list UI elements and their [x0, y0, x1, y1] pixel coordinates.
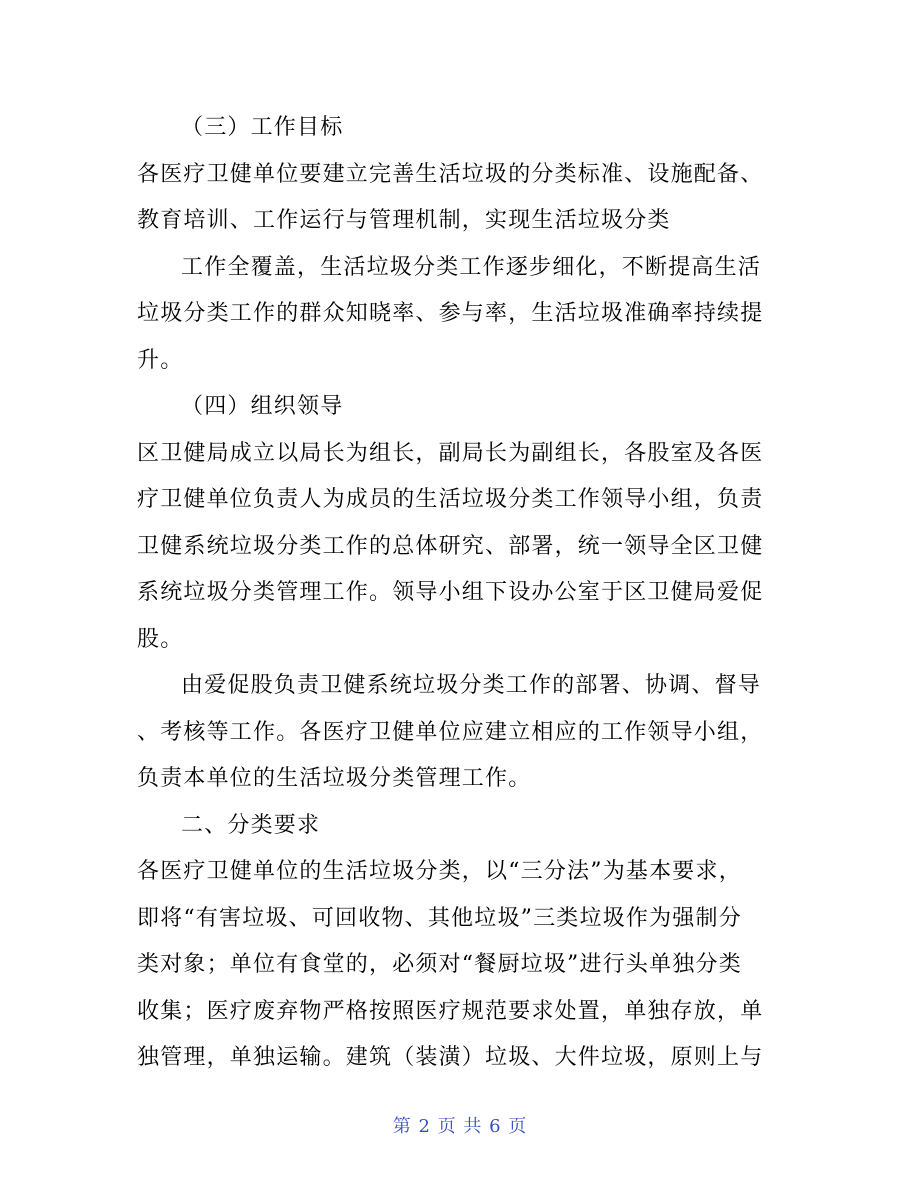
text-line: （四）组织领导	[181, 394, 344, 419]
text-line: 类对象；单位有食堂的，必须对“餐厨垃圾”进行头单独分类	[137, 952, 742, 977]
document-body	[137, 105, 787, 1082]
text-line: 、考核等工作。各医疗卫健单位应建立相应的工作领导小组，	[137, 719, 764, 745]
text-line: 卫健系统垃圾分类工作的总体研究、部署，统一领导全区卫健	[137, 533, 764, 559]
text-line: 独管理，单独运输。建筑（装潢）垃圾、大件垃圾，原则上与	[137, 1045, 764, 1070]
text-line: 各医疗卫健单位的生活垃圾分类，以“三分法”为基本要求，	[137, 859, 742, 884]
text-line: 教育培训、工作运行与管理机制，实现生活垃圾分类	[137, 208, 671, 233]
text-line: 由爱促股负责卫健系统垃圾分类工作的部署、协调、督导	[181, 673, 762, 698]
page-footer: 第 2 页 共 6 页	[392, 1116, 528, 1137]
text-line: 升。	[137, 347, 184, 373]
text-line: （三）工作目标	[181, 115, 344, 140]
text-line: 系统垃圾分类管理工作。领导小组下设办公室于区卫健局爱促	[137, 580, 764, 605]
text-line: 各医疗卫健单位要建立完善生活垃圾的分类标准、设施配备、	[137, 161, 764, 187]
text-line: 疗卫健单位负责人为成员的生活垃圾分类工作领导小组，负责	[137, 487, 764, 512]
text-line: 区卫健局成立以局长为组长，副局长为副组长，各股室及各医	[137, 440, 764, 466]
text-line: 工作全覆盖，生活垃圾分类工作逐步细化，不断提高生活	[181, 254, 762, 280]
text-line: 垃圾分类工作的群众知晓率、参与率，生活垃圾准确率持续提	[137, 301, 764, 326]
text-line: 股。	[137, 626, 184, 652]
text-line: 即将“有害垃圾、可回收物、其他垃圾”三类垃圾作为强制分	[137, 905, 742, 931]
text-line: 负责本单位的生活垃圾分类管理工作。	[137, 766, 532, 791]
text-line: 二、分类要求	[181, 812, 321, 838]
text-line: 收集；医疗废弃物严格按照医疗规范要求处置，单独存放，单	[137, 998, 764, 1024]
